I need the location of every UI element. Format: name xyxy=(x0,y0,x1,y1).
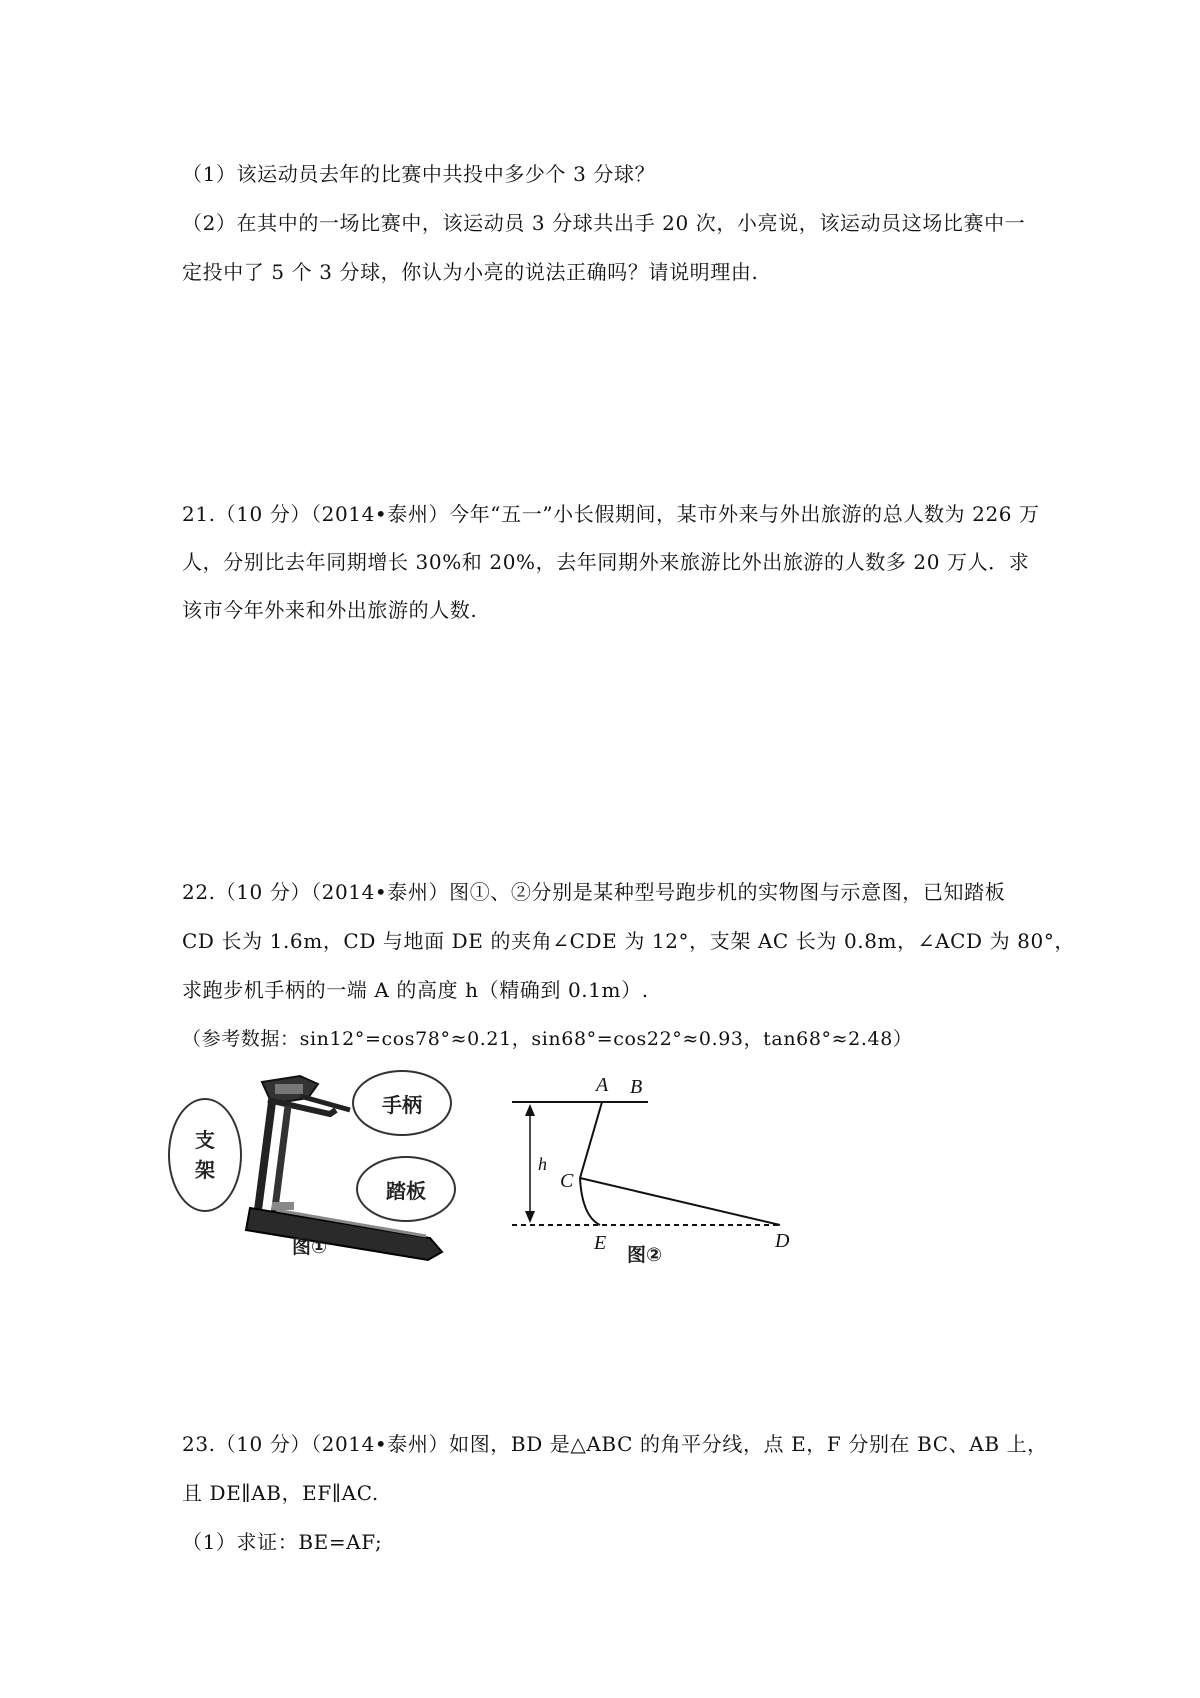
label-D: D xyxy=(775,1230,790,1252)
segment-AC xyxy=(580,1102,602,1178)
figure1-caption: 图① xyxy=(292,1236,328,1258)
q20-part2-line1: （2）在其中的一场比赛中，该运动员 3 分球共出手 20 次，小亮说，该运动员这场比赛中一 xyxy=(182,211,1026,235)
label-E: E xyxy=(594,1232,607,1254)
segment-CD xyxy=(580,1178,780,1225)
q21-line2: 人，分别比去年同期增长 30%和 20%，去年同期外来旅游比外出旅游的人数多 20 万人．求 xyxy=(182,550,1030,574)
q22-reference: （参考数据：sin12°=cos78°≈0.21，sin68°=cos22°≈0.93，tan68°≈2.48） xyxy=(182,1028,913,1050)
q22-line2: CD 长为 1.6m，CD 与地面 DE 的夹角∠CDE 为 12°，支架 AC 长为 0.8m，∠ACD 为 80°， xyxy=(182,929,1076,953)
q21-line1: 21.（10 分）（2014•泰州）今年“五一”小长假期间，某市外来与外出旅游的总人数为 226 万 xyxy=(182,502,1040,526)
q23-line1: 23.（10 分）（2014•泰州）如图，BD 是△ABC 的角平分线，点 E，F 分别在 BC、AB 上， xyxy=(182,1432,1048,1456)
bubble-pedal: 踏板 xyxy=(356,1156,456,1222)
q21-line3: 该市今年外来和外出旅游的人数. xyxy=(182,598,478,622)
q20-part1: （1）该运动员去年的比赛中共投中多少个 3 分球？ xyxy=(182,162,656,186)
q23-line2: 且 DE∥AB，EF∥AC. xyxy=(182,1481,379,1505)
q20-part2-line2: 定投中了 5 个 3 分球，你认为小亮的说法正确吗？请说明理由. xyxy=(182,260,759,284)
bubble-handle: 手柄 xyxy=(352,1070,452,1136)
q22-line3: 求跑步机手柄的一端 A 的高度 h（精确到 0.1m）. xyxy=(182,978,649,1002)
label-h: h xyxy=(538,1154,547,1174)
label-A: A xyxy=(596,1074,609,1096)
bubble-support: 支 架 xyxy=(168,1098,242,1212)
q23-part1: （1）求证：BE=AF; xyxy=(182,1530,383,1554)
figure2-caption: 图② xyxy=(627,1244,663,1266)
label-B: B xyxy=(630,1076,643,1098)
curve-CE xyxy=(580,1178,600,1225)
q22-line1: 22.（10 分）（2014•泰州）图①、②分别是某种型号跑步机的实物图与示意图，已知踏板 xyxy=(182,880,1006,904)
figure1-treadmill xyxy=(180,1070,480,1270)
label-C: C xyxy=(560,1170,574,1192)
